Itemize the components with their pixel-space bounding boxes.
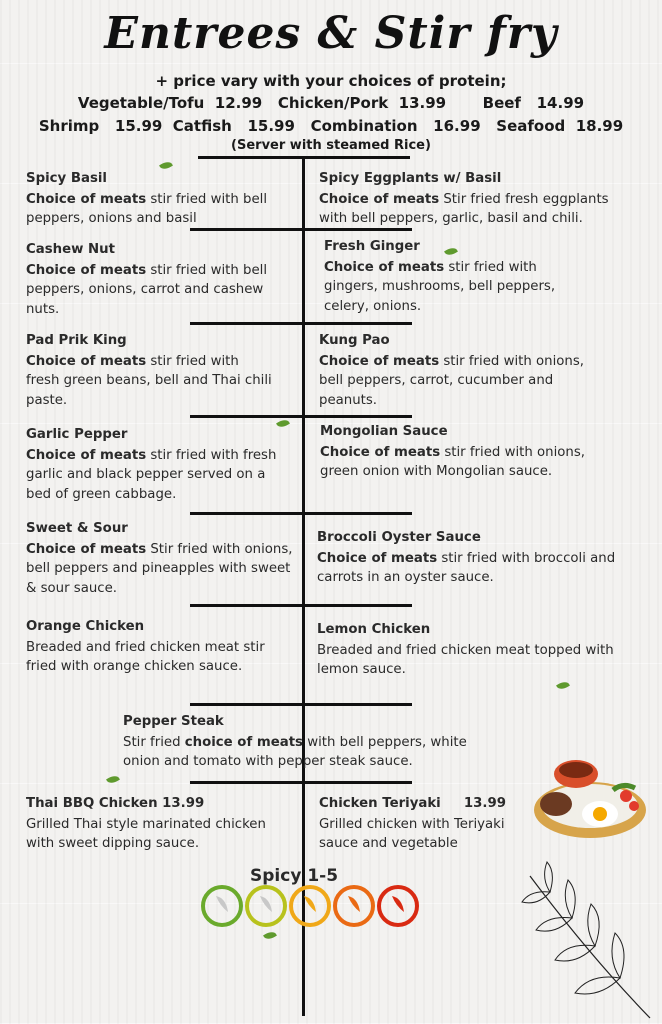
leaf-decoration: [106, 773, 120, 785]
item-name: Lemon Chicken: [317, 622, 431, 637]
menu-title: Entrees & Stir fry: [104, 8, 558, 59]
item-desc: Stir fried fresh eggplants with bell peppers, garlic, basil and chili.: [319, 191, 609, 226]
item-name: Pad Prik King: [26, 333, 127, 348]
leaf-decoration: [263, 929, 277, 941]
item-desc: stir fried with onions, bell peppers, carrot, cucumber and peanuts.: [319, 353, 584, 408]
item-desc: Grilled Thai style marinated chicken with sweet dipping sauce.: [26, 816, 266, 851]
item-desc: Grilled chicken with Teriyaki sauce and vegetable: [319, 816, 505, 851]
item-name: Kung Pao: [319, 333, 390, 348]
price-list-line-1: Vegetable/Tofu 12.99 Chicken/Pork 13.99 Beef 14.99: [77, 94, 585, 112]
item-name: Fresh Ginger: [324, 239, 420, 254]
item-name: Garlic Pepper: [26, 427, 128, 442]
menu-item-cashew-nut: [26, 240, 294, 319]
item-name: Thai BBQ Chicken 13.99: [26, 796, 205, 811]
item-name: Mongolian Sauce: [320, 424, 448, 439]
item-desc: stir fried with fresh garlic and black pepper served on a bed of green cabbage.: [26, 447, 277, 502]
menu-item-chicken-teriyaki: [319, 794, 544, 854]
row-divider: [190, 703, 412, 706]
chili-icon: [348, 896, 360, 912]
menu-item-thai-bbq-chicken: [26, 794, 286, 854]
thai-dish-illustration: [528, 752, 648, 842]
menu-item-garlic-pepper: [26, 425, 291, 504]
item-bold: Choice of meats: [26, 262, 147, 278]
item-desc: Breaded and fried chicken meat stir fried with orange chicken sauce.: [26, 639, 265, 674]
item-name: Spicy Eggplants w/ Basil: [319, 171, 502, 186]
item-bold: Choice of meats: [26, 191, 147, 207]
menu-item-orange-chicken: [26, 617, 271, 677]
item-name: Cashew Nut: [26, 242, 115, 257]
spicy-scale-label: Spicy 1-5: [250, 866, 339, 886]
menu-item-spicy-eggplants: [319, 169, 639, 229]
row-divider: [190, 322, 412, 325]
item-name: Orange Chicken: [26, 619, 145, 634]
chili-icon: [216, 896, 228, 912]
item-desc: with bell peppers, white onion and tomato with pepper steak sauce.: [123, 734, 467, 769]
price-note: + price vary with your choices of protein;: [155, 72, 507, 90]
item-bold: choice of meats: [184, 734, 303, 750]
item-desc: stir fried with bell peppers, onions and basil: [26, 191, 268, 226]
item-name: Spicy Basil: [26, 171, 107, 186]
item-bold: Choice of meats: [319, 191, 440, 207]
leaf-decoration: [556, 679, 570, 691]
row-divider: [190, 512, 412, 515]
item-desc: stir fried with onions, green onion with Mongolian sauce.: [320, 444, 585, 479]
item-name: Pepper Steak: [123, 714, 224, 729]
item-bold: Choice of meats: [317, 550, 438, 566]
row-divider: [190, 604, 412, 607]
item-desc: stir fried with bell peppers, onions, carrot and cashew nuts.: [26, 262, 268, 317]
chili-icon: [392, 896, 404, 912]
item-desc-pre: Stir fried: [123, 734, 185, 750]
menu-item-mongolian-sauce: [320, 422, 610, 482]
menu-item-lemon-chicken: [317, 620, 617, 680]
item-desc: Stir fried with onions, bell peppers and pineapples with sweet & sour sauce.: [26, 541, 293, 596]
item-name: Sweet & Sour: [26, 521, 128, 536]
menu-item-broccoli-oyster-sauce: [317, 528, 642, 588]
menu-item-sweet-and-sour: [26, 519, 294, 598]
menu-item-kung-pao: [319, 331, 609, 410]
chili-icon: [260, 896, 272, 912]
menu-item-pad-prik-king: [26, 331, 276, 410]
item-desc: stir fried with broccoli and carrots in an oyster sauce.: [317, 550, 616, 585]
spicy-level-chain: [200, 884, 420, 928]
row-divider: [190, 415, 412, 418]
row-divider: [190, 781, 412, 784]
item-bold: Choice of meats: [26, 353, 147, 369]
item-bold: Choice of meats: [319, 353, 440, 369]
item-desc: Breaded and fried chicken meat topped with lemon sauce.: [317, 642, 614, 677]
item-bold: Choice of meats: [320, 444, 441, 460]
item-desc: stir fried with gingers, mushrooms, bell peppers, celery, onions.: [324, 259, 556, 314]
item-bold: Choice of meats: [324, 259, 445, 275]
item-bold: Choice of meats: [26, 541, 147, 557]
chili-icon: [304, 896, 316, 912]
item-name: Broccoli Oyster Sauce: [317, 530, 481, 545]
price-list-line-2: Shrimp 15.99 Catfish 15.99 Combination 16.99 Seafood 18.99: [38, 117, 624, 135]
menu-item-spicy-basil: [26, 169, 301, 229]
plant-line-drawing: [510, 846, 660, 1021]
served-note: (Server with steamed Rice): [231, 138, 431, 153]
menu-item-pepper-steak: [123, 712, 493, 772]
item-name: Chicken Teriyaki 13.99: [319, 796, 506, 811]
item-desc: stir fried with fresh green beans, bell and Thai chili paste.: [26, 353, 272, 408]
item-bold: Choice of meats: [26, 447, 147, 463]
